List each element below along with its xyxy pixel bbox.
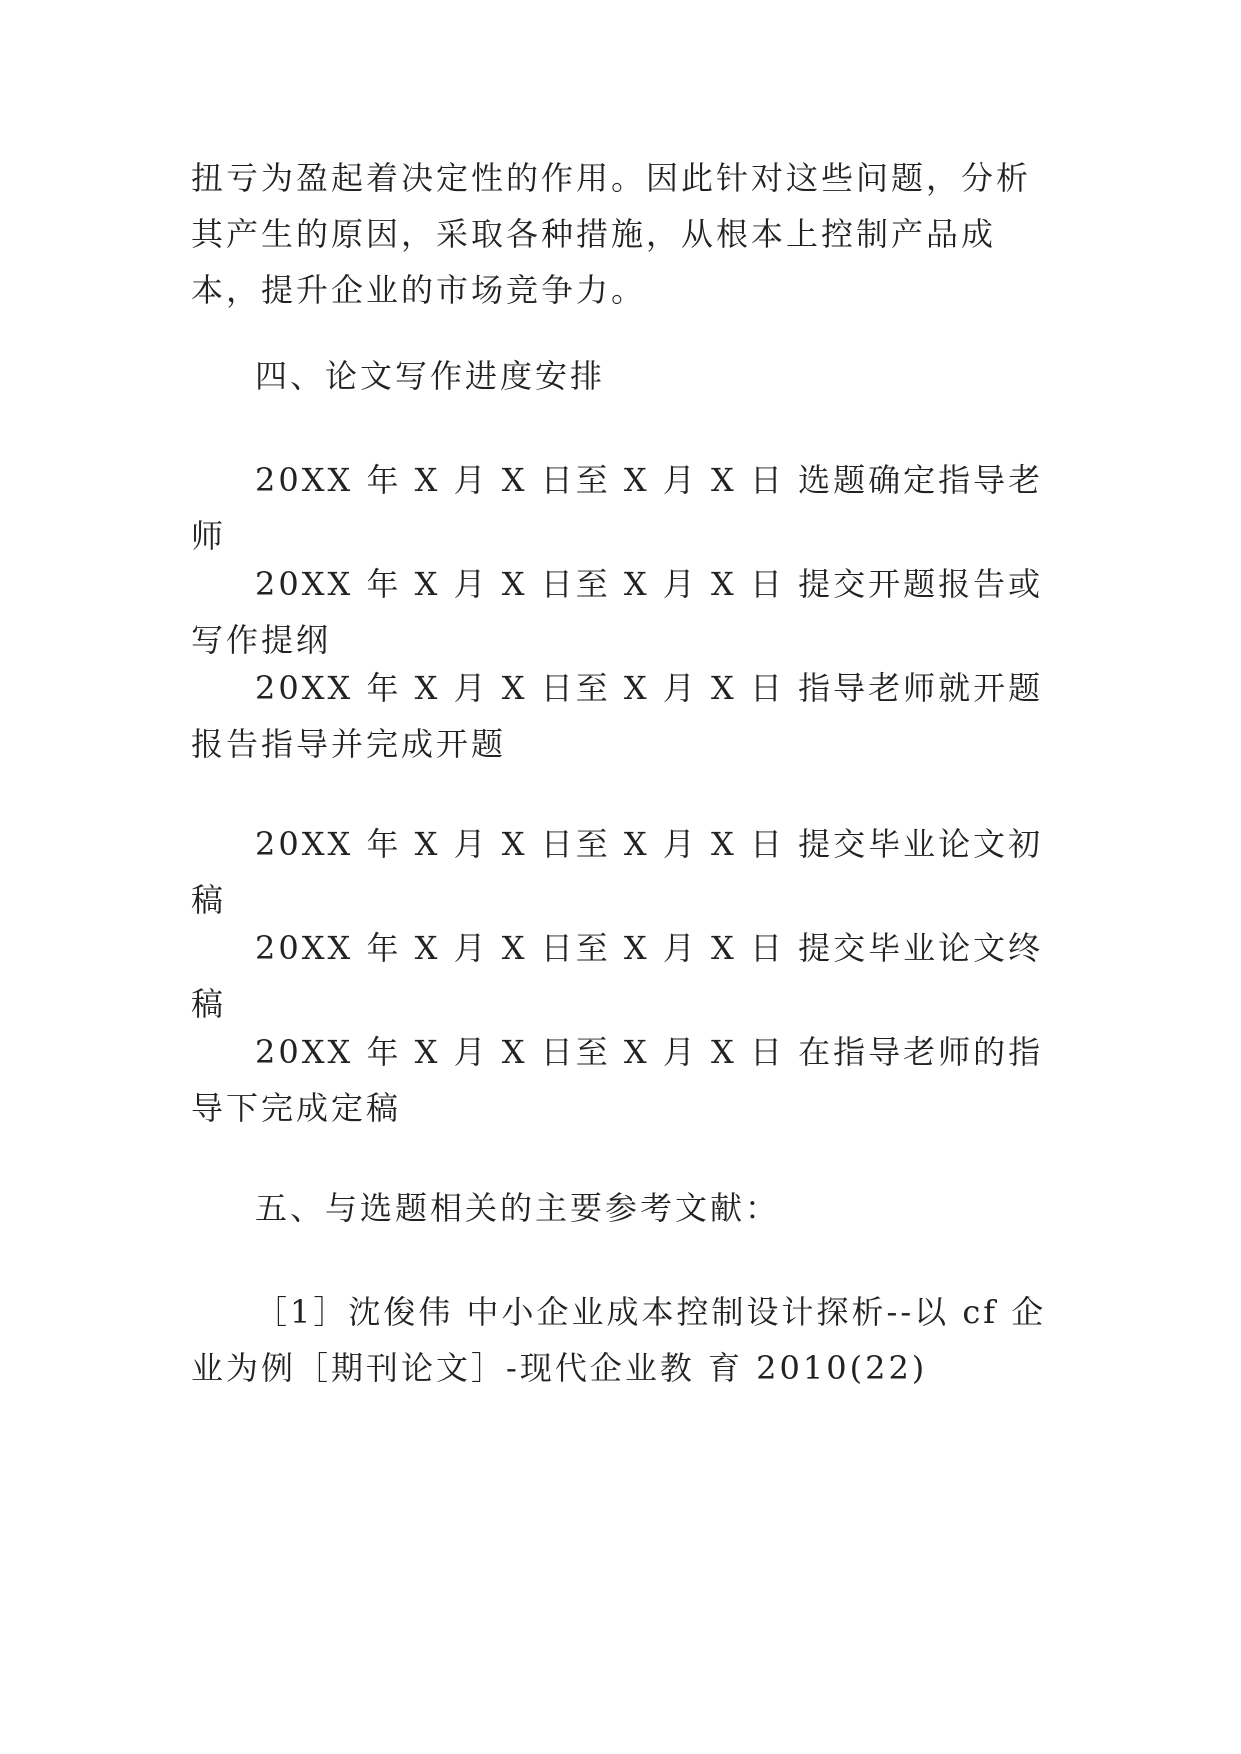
schedule-item-5: 20XX 年 X 月 X 日至 X 月 X 日 提交毕业论文终稿 [191,929,1044,1023]
schedule-item-4: 20XX 年 X 月 X 日至 X 月 X 日 提交毕业论文初稿 [191,825,1044,919]
schedule-item-6: 20XX 年 X 月 X 日至 X 月 X 日 在指导老师的指导下完成定稿 [191,1033,1044,1127]
schedule-item-2: 20XX 年 X 月 X 日至 X 月 X 日 提交开题报告或写作提纲 [191,565,1044,659]
section-heading-references: 五、与选题相关的主要参考文献： [255,1189,781,1227]
body-paragraph-continuation: 扭亏为盈起着决定性的作用。因此针对这些问题，分析其产生的原因，采取各种措施，从根本上控制产品成本，提升企业的市场竞争力。 [191,159,1032,309]
schedule-item-3: 20XX 年 X 月 X 日至 X 月 X 日 指导老师就开题报告指导并完成开题 [191,669,1044,763]
reference-item-1: ［1］沈俊伟 中小企业成本控制设计探析--以 cf 企业为例［期刊论文］-现代企业教 育 2010(22) [191,1293,1047,1387]
section-heading-schedule: 四、论文写作进度安排 [255,357,606,395]
schedule-item-1: 20XX 年 X 月 X 日至 X 月 X 日 选题确定指导老师 [191,461,1044,555]
